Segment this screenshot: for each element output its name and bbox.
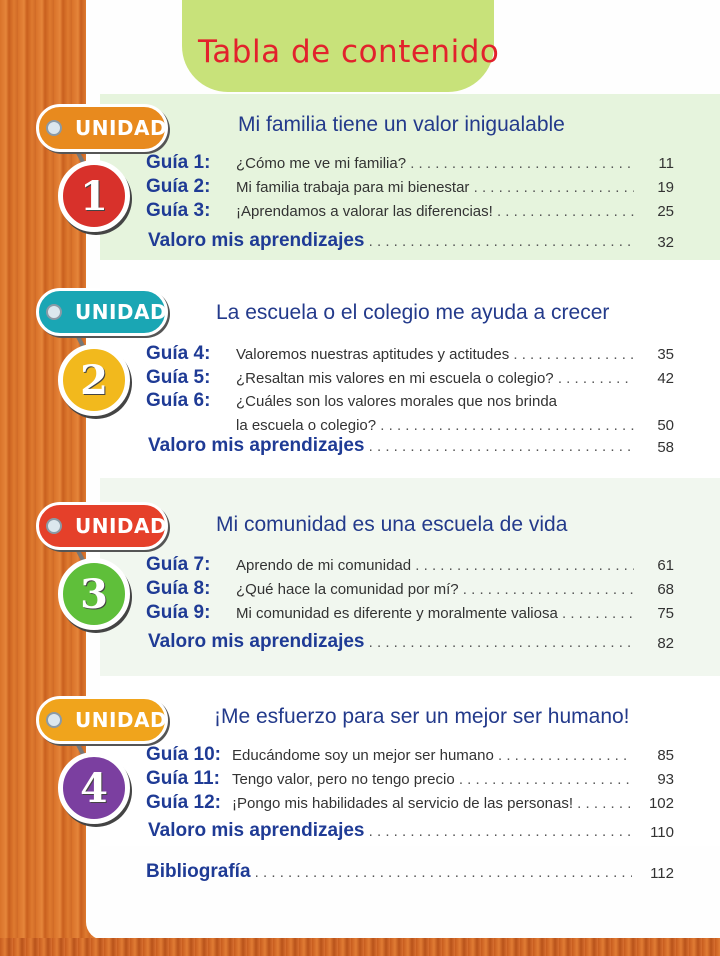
- toc-entry[interactable]: [146, 744, 674, 768]
- toc-summary[interactable]: [148, 631, 674, 657]
- summary-page: 110: [650, 824, 674, 841]
- entry-page: 42: [657, 370, 674, 387]
- unit-pill-label: UNIDAD: [75, 116, 168, 140]
- pin-dot-icon: [46, 120, 62, 136]
- toc-entry[interactable]: [146, 768, 674, 792]
- entry-page: 25: [657, 203, 674, 220]
- unit-pill-label: UNIDAD: [75, 514, 168, 538]
- unit-number-circle: [58, 160, 130, 232]
- pin-dot-icon: [46, 712, 62, 728]
- bibliography-page: 112: [650, 865, 674, 882]
- entry-page: 19: [657, 179, 674, 196]
- toc-entry[interactable]: [146, 367, 674, 391]
- entry-label: Guía 1:: [146, 152, 211, 173]
- toc-entry[interactable]: [146, 390, 674, 414]
- entry-text: Mi familia trabaja para mi bienestar . . .: [236, 179, 634, 196]
- toc-entry[interactable]: [146, 602, 674, 626]
- entry-page: 50: [657, 417, 674, 434]
- pin-dot-icon: [46, 304, 62, 320]
- toc-entry[interactable]: [146, 176, 674, 200]
- bibliography-label: Bibliografía . . .: [146, 861, 632, 883]
- page-title: Tabla de contenido: [198, 34, 500, 70]
- entry-label: Guía 8:: [146, 578, 211, 599]
- unit-number: 4: [80, 765, 108, 812]
- unit-pill-label: UNIDAD: [75, 300, 168, 324]
- entry-label: Guía 3:: [146, 200, 211, 221]
- unit-number: 2: [80, 357, 108, 404]
- entry-label: Guía 12:: [146, 792, 221, 813]
- unit-4-title: ¡Me esfuerzo para ser un mejor ser humano!: [214, 705, 630, 728]
- entry-text: ¡Aprendamos a valorar las diferencias! . . .: [236, 203, 634, 220]
- toc-entry[interactable]: [146, 152, 674, 176]
- entry-label: Guía 2:: [146, 176, 211, 197]
- entry-label: Guía 5:: [146, 367, 211, 388]
- entry-page: 68: [657, 581, 674, 598]
- entry-text: ¿Resaltan mis valores en mi escuela o colegio? . . .: [236, 370, 634, 387]
- unit-number: 1: [80, 173, 108, 220]
- entry-page: 11: [658, 155, 674, 172]
- entry-text-line1: ¿Cuáles son los valores morales que nos brinda: [236, 393, 557, 410]
- entry-text: la escuela o colegio? . . .: [236, 417, 634, 434]
- unit-number-circle: [58, 344, 130, 416]
- entry-text: Mi comunidad es diferente y moralmente valiosa . . .: [236, 605, 634, 622]
- summary-label: Valoro mis aprendizajes . . .: [148, 820, 634, 842]
- unit-3-title: Mi comunidad es una escuela de vida: [216, 513, 568, 536]
- entry-label: Guía 6:: [146, 390, 211, 411]
- entry-page: 75: [657, 605, 674, 622]
- toc-entry[interactable]: [146, 343, 674, 367]
- toc-summary[interactable]: [148, 435, 674, 461]
- toc-entry[interactable]: [146, 554, 674, 578]
- summary-label: Valoro mis aprendizajes . . .: [148, 631, 634, 653]
- toc-summary[interactable]: [148, 820, 674, 846]
- entry-page: 61: [657, 557, 674, 574]
- entry-label: Guía 10:: [146, 744, 221, 765]
- entry-text: ¿Cómo me ve mi familia? . . .: [236, 155, 634, 172]
- unit-1-title: Mi familia tiene un valor inigualable: [238, 113, 565, 136]
- unit-pill-label: UNIDAD: [75, 708, 168, 732]
- entry-page: 35: [657, 346, 674, 363]
- summary-label: Valoro mis aprendizajes . . .: [148, 435, 634, 457]
- toc-entry[interactable]: [146, 792, 674, 816]
- entry-text: Aprendo de mi comunidad . . .: [236, 557, 634, 574]
- entry-label: Guía 7:: [146, 554, 211, 575]
- unit-number-circle: [58, 558, 130, 630]
- entry-page: 102: [648, 795, 674, 812]
- unit-2-title: La escuela o el colegio me ayuda a crecer: [216, 301, 610, 324]
- toc-entry[interactable]: [146, 200, 674, 224]
- entry-page: 85: [657, 747, 674, 764]
- pin-dot-icon: [46, 518, 62, 534]
- unit-number: 3: [80, 571, 108, 618]
- entry-label: Guía 9:: [146, 602, 211, 623]
- entry-text: Tengo valor, pero no tengo precio . . .: [232, 771, 630, 788]
- entry-page: 93: [657, 771, 674, 788]
- wood-strip-bottom: [0, 938, 720, 956]
- entry-text: Valoremos nuestras aptitudes y actitudes . . .: [236, 346, 634, 363]
- summary-page: 32: [657, 234, 674, 251]
- entry-label: Guía 11:: [146, 768, 220, 789]
- summary-page: 82: [657, 635, 674, 652]
- toc-entry[interactable]: [146, 578, 674, 602]
- entry-text: Educándome soy un mejor ser humano . . .: [232, 747, 630, 764]
- summary-page: 58: [657, 439, 674, 456]
- unit-number-circle: [58, 752, 130, 824]
- entry-label: Guía 4:: [146, 343, 211, 364]
- toc-summary[interactable]: [148, 230, 674, 256]
- toc-bibliography[interactable]: [146, 861, 674, 887]
- summary-label: Valoro mis aprendizajes . . .: [148, 230, 634, 252]
- entry-text: ¡Pongo mis habilidades al servicio de las personas! . . .: [232, 795, 630, 812]
- entry-text: ¿Qué hace la comunidad por mí? . . .: [236, 581, 634, 598]
